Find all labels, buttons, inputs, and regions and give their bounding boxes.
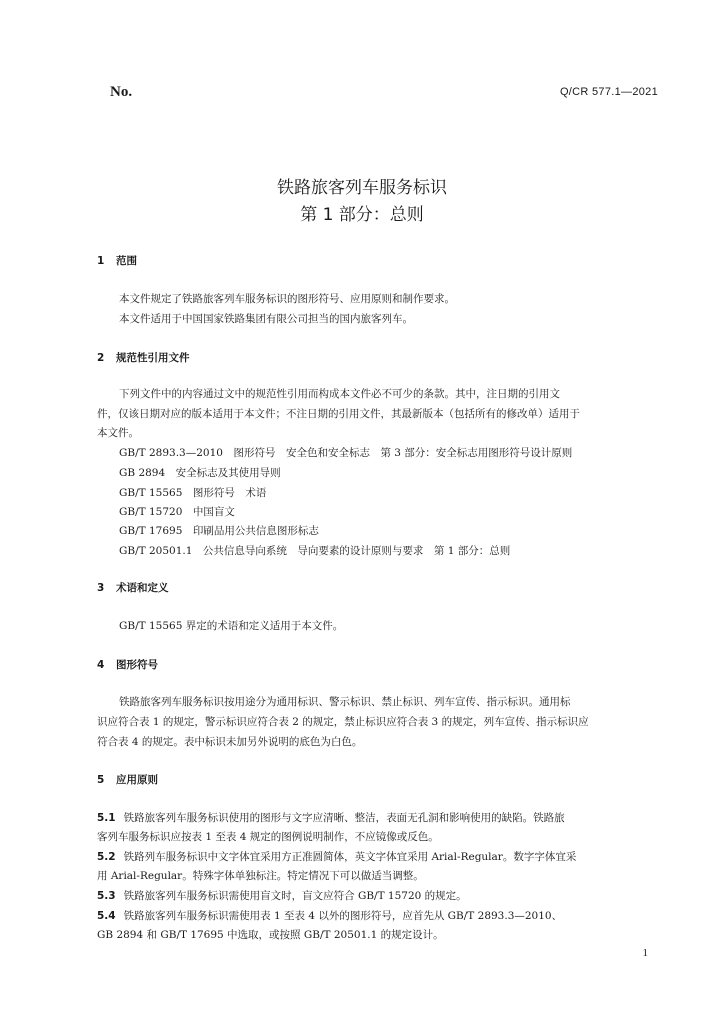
section-number: 1: [97, 255, 105, 267]
section-heading-normative-references: [97, 350, 190, 365]
paragraph-line: 符合表 4 的规定。表中标识未加另外说明的底色为白色。: [97, 736, 363, 748]
clause-number: 5.1: [97, 812, 116, 824]
reference-item: GB/T 15565 图形符号 术语: [119, 487, 267, 499]
section-number: 4: [97, 659, 105, 671]
paragraph-line: 下列文件中的内容通过文中的规范性引用而构成本文件必不可少的条款。其中，注日期的引用文: [119, 388, 560, 400]
section-title: 应用原则: [116, 774, 158, 786]
document-title: 铁路旅客列车服务标识: [277, 178, 447, 198]
clause-text: 铁路旅客列车服务标识需使用盲文时，盲文应符合 GB/T 15720 的规定。: [123, 890, 467, 902]
section-title: 范围: [116, 255, 137, 267]
paragraph-line: 本文件。: [97, 427, 139, 439]
clause-line: 用 Arial-Regular。特殊字体单独标注。特定情况下可以做适当调整。: [97, 870, 424, 882]
page-number-label: No.: [110, 84, 133, 100]
reference-item: GB 2894 安全标志及其使用导则: [119, 467, 281, 479]
standard-code: Q/CR 577.1—2021: [559, 86, 658, 98]
footer-page-number: 1: [642, 947, 648, 959]
reference-item: GB/T 15720 中国盲文: [119, 506, 235, 518]
clause-line: 客列车服务标识应按表 1 至表 4 规定的图例说明制作，不应镜像或反色。: [97, 831, 439, 843]
reference-item: GB/T 17695 印刷品用公共信息图形标志: [119, 525, 319, 537]
paragraph-line: 铁路旅客列车服务标识按用途分为通用标识、警示标识、禁止标识、列车宣传、指示标识。通用标: [119, 696, 571, 708]
clause-line: [97, 849, 657, 864]
section-heading-terms: [97, 580, 169, 595]
section-title: 规范性引用文件: [116, 352, 190, 364]
clause-number: 5.2: [97, 851, 116, 863]
clause-line: [97, 888, 657, 903]
paragraph-line: 识应符合表 1 的规定，警示标识应符合表 2 的规定，禁止标识应符合表 3 的规定，列车宣传、指示标识应: [97, 716, 589, 728]
section-heading-graphic-symbols: [97, 657, 158, 672]
document-subtitle: 第 1 部分：总则: [300, 205, 424, 225]
section-number: 5: [97, 774, 105, 786]
clause-line: GB 2894 和 GB/T 17695 中选取，或按照 GB/T 20501.1 的规定设计。: [97, 929, 444, 941]
section-title: 图形符号: [116, 659, 158, 671]
clause-text: 铁路旅客列车服务标识使用的图形与文字应清晰、整洁，表面无孔洞和影响使用的缺陷。铁路旅: [123, 812, 565, 824]
section-title: 术语和定义: [116, 582, 169, 594]
paragraph: 本文件规定了铁路旅客列车服务标识的图形符号、应用原则和制作要求。: [119, 293, 455, 305]
reference-item: GB/T 20501.1 公共信息导向系统 导向要素的设计原则与要求 第 1 部分：总则: [119, 545, 511, 557]
clause-text: 铁路列车服务标识中文字体宜采用方正准圆简体，英文字体宜采用 Arial-Regular。数字字体宜采: [123, 851, 577, 863]
reference-item: GB/T 2893.3—2010 图形符号 安全色和安全标志 第 3 部分：安全标志用图形符号设计原则: [119, 447, 573, 459]
paragraph-line: 件，仅该日期对应的版本适用于本文件；不注日期的引用文件，其最新版本（包括所有的修改单）适用于: [97, 408, 580, 420]
section-number: 3: [97, 582, 105, 594]
clause-text: 铁路旅客列车服务标识需使用表 1 至表 4 以外的图形符号，应首先从 GB/T 2893.3—2010、: [123, 910, 563, 922]
clause-line: [97, 810, 657, 825]
section-heading-scope: [97, 253, 137, 268]
clause-number: 5.4: [97, 910, 116, 922]
paragraph: GB/T 15565 界定的术语和定义适用于本文件。: [119, 620, 344, 632]
clause-number: 5.3: [97, 890, 116, 902]
section-heading-application-principles: [97, 772, 158, 787]
clause-line: [97, 908, 657, 923]
paragraph: 本文件适用于中国国家铁路集团有限公司担当的国内旅客列车。: [119, 313, 413, 325]
section-number: 2: [97, 352, 105, 364]
